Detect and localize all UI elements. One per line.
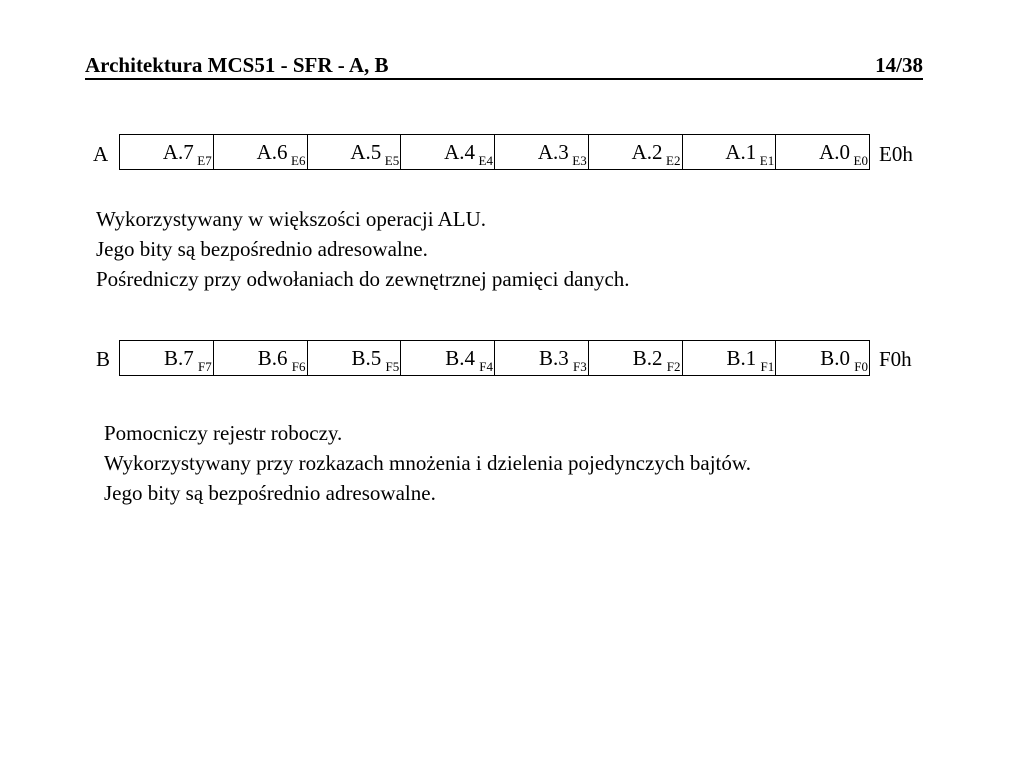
bit-label: A.5	[350, 140, 382, 164]
slide-title: Architektura MCS51 - SFR - A, B	[85, 53, 389, 77]
slide-header	[85, 52, 923, 80]
register-b-bit-0	[776, 341, 869, 375]
bit-label: B.1	[726, 346, 757, 370]
bit-label: B.7	[163, 346, 194, 370]
register-a-bit-0	[776, 135, 869, 169]
register-b-bit-2	[589, 341, 683, 375]
register-a-bit-5	[308, 135, 402, 169]
bit-address: F3	[573, 359, 587, 374]
description-line: Jego bity są bezpośrednio adresowalne.	[96, 237, 428, 261]
register-b-bit-7	[120, 341, 214, 375]
register-a-bit-7	[120, 135, 214, 169]
bit-address: E3	[572, 153, 587, 168]
register-b-description	[104, 418, 751, 508]
bit-label: B.5	[351, 346, 382, 370]
register-a-name: A	[93, 142, 109, 166]
register-b-name: B	[96, 347, 111, 371]
bit-label: B.6	[257, 346, 288, 370]
register-a-bit-1	[683, 135, 777, 169]
description-line: Pomocniczy rejestr roboczy.	[104, 421, 343, 445]
register-b-bit-3	[495, 341, 589, 375]
bit-label: A.1	[725, 140, 757, 164]
register-b-bit-6	[214, 341, 308, 375]
register-a-bit-6	[214, 135, 308, 169]
bit-label: A.4	[444, 140, 475, 164]
bit-label: A.6	[256, 140, 288, 164]
bit-address: F1	[760, 359, 775, 374]
bit-label: A.2	[631, 140, 663, 164]
register-b-table	[119, 340, 870, 376]
bit-label: B.0	[820, 346, 850, 370]
page-number: 14/38	[875, 53, 923, 77]
bit-label: A.0	[819, 140, 850, 164]
bit-address: F5	[385, 359, 400, 374]
bit-address: F6	[291, 359, 306, 374]
register-b-bit-5	[308, 341, 402, 375]
bit-address: E4	[478, 153, 493, 168]
bit-address: F7	[198, 359, 212, 374]
description-line: Wykorzystywany przy rozkazach mnożenia i dzielenia pojedynczych bajtów.	[104, 451, 751, 475]
bit-address: E6	[291, 153, 306, 168]
register-b-bit-1	[683, 341, 777, 375]
register-a-bit-4	[401, 135, 495, 169]
register-a-table	[119, 134, 870, 170]
register-a-address: E0h	[879, 142, 913, 166]
bit-label: A.3	[537, 140, 569, 164]
description-line: Jego bity są bezpośrednio adresowalne.	[104, 481, 436, 505]
description-line: Wykorzystywany w większości operacji ALU.	[96, 207, 487, 231]
bit-label: B.3	[538, 346, 569, 370]
bit-address: F4	[479, 359, 493, 374]
bit-address: E7	[197, 153, 212, 168]
register-a-bit-2	[589, 135, 683, 169]
bit-address: E0	[853, 153, 868, 168]
register-a-bit-3	[495, 135, 589, 169]
bit-label: B.4	[445, 346, 475, 370]
bit-address: F2	[666, 359, 681, 374]
register-b-bit-4	[401, 341, 495, 375]
register-b-address: F0h	[879, 347, 912, 371]
register-a-description	[96, 204, 630, 294]
bit-address: E2	[666, 153, 681, 168]
bit-address: E5	[384, 153, 400, 168]
bit-address: F0	[854, 359, 868, 374]
description-line: Pośredniczy przy odwołaniach do zewnętrznej pamięci danych.	[96, 267, 630, 291]
bit-label: B.2	[632, 346, 663, 370]
bit-address: E1	[759, 153, 775, 168]
bit-label: A.7	[162, 140, 194, 164]
